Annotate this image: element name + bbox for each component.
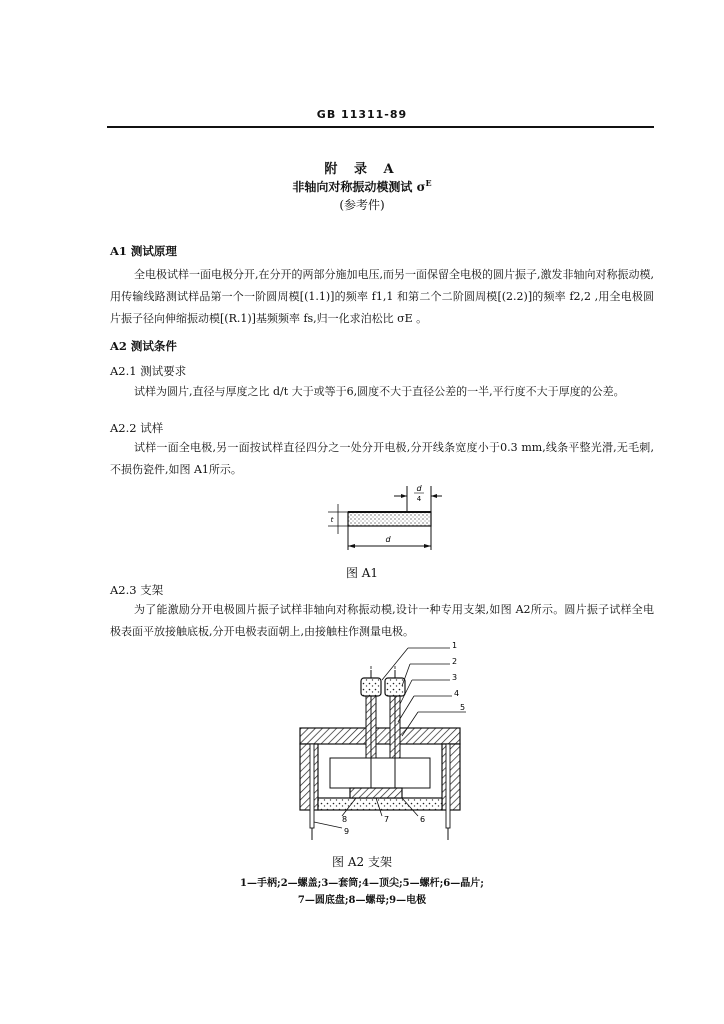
section-a2-heading: A2 测试条件 bbox=[110, 339, 177, 353]
callout-6: 6 bbox=[420, 815, 426, 824]
fig-a1-label-d4-bottom: 4 bbox=[416, 495, 422, 503]
figure-a2-fixture bbox=[290, 640, 480, 850]
section-a2-2-heading: A2.2 试样 bbox=[110, 421, 164, 435]
section-a1-heading: A1 测试原理 bbox=[110, 244, 177, 258]
section-a2-3-heading: A2.3 支架 bbox=[110, 583, 164, 597]
callout-1: 1 bbox=[452, 641, 458, 650]
fig-a1-label-d4-top: d bbox=[416, 484, 422, 493]
callout-7: 7 bbox=[384, 815, 390, 824]
section-a2-1-text: 试样为圆片,直径与厚度之比 d/t 大于或等于6,圆度不大于直径公差的一半,平行度不大于厚度的公差。 bbox=[134, 385, 625, 398]
callout-2: 2 bbox=[452, 657, 458, 666]
appendix-label: 附 录 A bbox=[324, 162, 400, 177]
section-a1-text: 全电极试样一面电极分开,在分开的两部分施加电压,而另一面保留全电极的圆片振子,激发非轴向对称振动模,用传输线路测试样品第一个一阶圆周模[(1.1)]的频率 f1,1 和第二个二阶圆周模[(2.2)]的频率 f2,2 ,用全电极圆片振子径向伸缩振动模[(R.1)]基频频率 fs,归一化求泊松比 σE 。 bbox=[110, 268, 654, 325]
fig-a2-legend-line2: 7—圆底盘;8—螺母;9—电极 bbox=[297, 895, 427, 906]
fig-a2-legend-line1: 1—手柄;2—螺盖;3—套筒;4—顶尖;5—螺杆;6—晶片; bbox=[240, 878, 484, 889]
figure-a1 bbox=[310, 478, 450, 562]
fig-a1-label-d: d bbox=[385, 535, 391, 544]
section-a2-3-text: 为了能激励分开电极圆片振子试样非轴向对称振动模,设计一种专用支架,如图 A2所示。圆片振子试样全电极表面平放接触底板,分开电极表面朝上,由接触柱作测量电极。 bbox=[110, 603, 654, 638]
callout-3: 3 bbox=[452, 673, 458, 682]
appendix-title-sup: E bbox=[425, 178, 432, 188]
section-a2-1-heading: A2.1 测试要求 bbox=[110, 364, 187, 378]
fig-a1-label-t: t bbox=[330, 516, 334, 524]
standard-number: GB 11311-89 bbox=[316, 108, 408, 121]
appendix-note: (参考件) bbox=[339, 198, 385, 212]
fig-a1-caption: 图 A1 bbox=[345, 566, 379, 580]
appendix-title-text: 非轴向对称振动模测试 σ bbox=[292, 180, 426, 194]
section-a2-2-text: 试样一面全电极,另一面按试样直径四分之一处分开电极,分开线条宽度小于0.3 mm,线条平整光滑,无毛刺,不损伤瓷件,如图 A1所示。 bbox=[110, 441, 654, 476]
callout-9: 9 bbox=[344, 827, 350, 836]
callout-5: 5 bbox=[460, 703, 466, 712]
appendix-title bbox=[0, 178, 724, 195]
fig-a2-caption: 图 A2 支架 bbox=[332, 855, 392, 869]
callout-4: 4 bbox=[454, 689, 460, 698]
specimen-shape bbox=[348, 512, 431, 526]
callout-8: 8 bbox=[342, 815, 348, 824]
header-rule bbox=[107, 126, 654, 128]
